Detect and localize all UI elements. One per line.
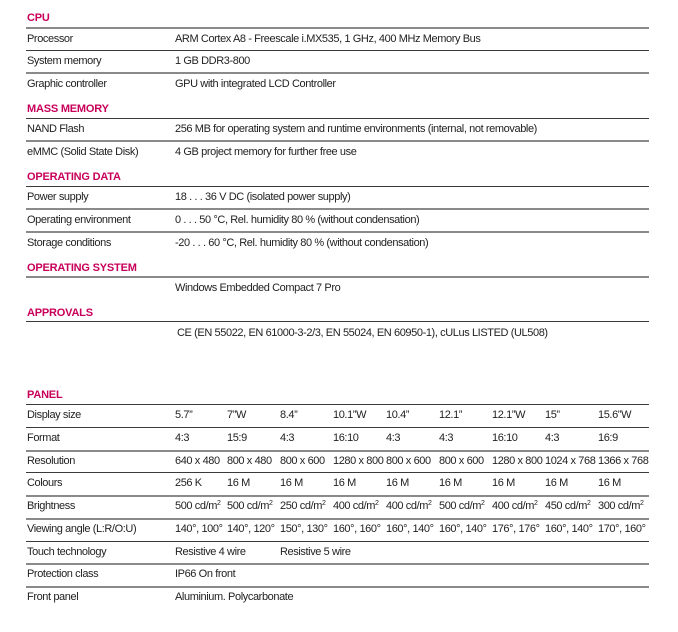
panel-cell: 400 $cd/m^2$ [386, 500, 432, 512]
panel-cell: 16 M [333, 477, 356, 489]
section-title-operating-data: OPERATING DATA [27, 171, 121, 183]
rule [26, 541, 649, 542]
panel-cell: 8.4” [280, 409, 298, 421]
panel-cell: 16 M [492, 477, 515, 489]
rule [26, 27, 649, 29]
panel-row-label: Display size [27, 409, 81, 421]
rule [26, 518, 649, 520]
panel-cell: 400 $cd/m^2$ [333, 500, 379, 512]
rule [26, 208, 649, 210]
panel-cell: 300 $cd/m^2$ [598, 500, 644, 512]
panel-cell: 12.1”W [492, 409, 526, 421]
panel-cell: 800 x 600 [280, 455, 325, 467]
panel-row-label: Touch technology [27, 546, 107, 558]
spec-label-emmc: eMMC (Solid State Disk) [27, 146, 139, 158]
panel-cell: 10.1”W [333, 409, 367, 421]
section-title-operating-system: OPERATING SYSTEM [27, 262, 137, 274]
spec-label-graphic-controller: Graphic controller [27, 78, 107, 90]
panel-row-label: Format [27, 432, 60, 444]
panel-cell: 160°, 160° [333, 523, 381, 535]
panel-cell: 170°, 160° [598, 523, 646, 535]
panel-cell: IP66 On front [175, 568, 236, 580]
rule [26, 472, 649, 473]
panel-cell: 176°, 176° [492, 523, 540, 535]
panel-cell: 256 K [175, 477, 202, 489]
panel-cell: 500 $cd/m^2$ [227, 500, 273, 512]
panel-cell: 10.4” [386, 409, 410, 421]
panel-cell: 800 x 600 [386, 455, 431, 467]
panel-cell: Resistive 4 wire [175, 546, 246, 558]
spec-value-emmc: 4 GB project memory for further free use [175, 146, 357, 158]
panel-cell: 450 $cd/m^2$ [545, 500, 591, 512]
panel-cell: 800 x 600 [439, 455, 484, 467]
panel-cell: 1280 x 800 [492, 455, 543, 467]
panel-cell: 800 x 480 [227, 455, 272, 467]
spec-value-operating-system: Windows Embedded Compact 7 Pro [175, 282, 341, 294]
spec-label-processor: Processor [27, 33, 73, 45]
spec-value-processor: ARM Cortex A8 - Freescale i.MX535, 1 GHz, 400 MHz Memory Bus [175, 33, 481, 45]
panel-cell: Aluminium. Polycarbonate [175, 591, 294, 603]
panel-row-label: Front panel [27, 591, 79, 603]
panel-cell: 150°, 130° [280, 523, 328, 535]
panel-cell: 15.6”W [598, 409, 632, 421]
panel-cell: 1366 x 768 [598, 455, 649, 467]
rule [26, 186, 649, 187]
panel-cell: 1280 x 800 [333, 455, 384, 467]
section-title-cpu: CPU [27, 12, 50, 24]
rule [26, 140, 649, 142]
spec-value-system-memory: 1 GB DDR3-800 [175, 55, 250, 67]
panel-cell: 640 x 480 [175, 455, 220, 467]
panel-cell: 140°, 120° [227, 523, 275, 535]
spec-value-storage-conditions: -20 . . . 60 °C, Rel. humidity 80 % (without condensation) [175, 237, 429, 249]
panel-cell: 4:3 [386, 432, 401, 444]
spec-value-graphic-controller: GPU with integrated LCD Controller [175, 78, 336, 90]
panel-cell: 16:9 [598, 432, 618, 444]
panel-cell: 16 M [545, 477, 568, 489]
rule [26, 118, 649, 119]
section-title-approvals: APPROVALS [27, 307, 93, 319]
panel-cell: 16:10 [333, 432, 359, 444]
panel-cell: 16 M [386, 477, 409, 489]
spec-value-nand-flash: 256 MB for operating system and runtime environments (internal, not removable) [175, 123, 537, 135]
panel-cell: 1024 x 768 [545, 455, 596, 467]
panel-cell: 4:3 [439, 432, 454, 444]
spec-label-nand-flash: NAND Flash [27, 123, 85, 135]
panel-cell: 16 M [280, 477, 303, 489]
panel-cell: 4:3 [545, 432, 560, 444]
section-title-panel: PANEL [27, 389, 63, 401]
panel-cell: 500 $cd/m^2$ [175, 500, 221, 512]
panel-cell: 4:3 [280, 432, 295, 444]
section-title-mass-memory: MASS MEMORY [27, 103, 109, 115]
panel-cell: 5.7” [175, 409, 193, 421]
panel-cell: 16 M [439, 477, 462, 489]
panel-cell: 16:10 [492, 432, 518, 444]
panel-row-label: Resolution [27, 455, 75, 467]
panel-cell: 160°, 140° [386, 523, 434, 535]
panel-cell: 12.1” [439, 409, 463, 421]
rule [26, 495, 649, 497]
panel-cell: 4:3 [175, 432, 190, 444]
spec-label-system-memory: System memory [27, 55, 102, 67]
panel-cell: 7”W [227, 409, 246, 421]
rule [26, 404, 649, 405]
rule [26, 321, 649, 322]
spec-label-operating-environment: Operating environment [27, 214, 131, 226]
panel-cell: 250 $cd/m^2$ [280, 500, 326, 512]
rule [26, 231, 649, 233]
panel-cell: 15” [545, 409, 560, 421]
panel-cell: 160°, 140° [439, 523, 487, 535]
spec-value-power-supply: 18 . . . 36 V DC (isolated power supply) [175, 191, 351, 203]
rule [26, 72, 649, 74]
panel-row-label: Brightness [27, 500, 75, 512]
panel-row-label: Colours [27, 477, 63, 489]
spec-label-storage-conditions: Storage conditions [27, 237, 111, 249]
rule [26, 50, 649, 51]
rule [26, 563, 649, 565]
rule [26, 586, 649, 588]
spec-value-operating-environment: 0 . . . 50 °C, Rel. humidity 80 % (without condensation) [175, 214, 420, 226]
rule [26, 427, 649, 428]
panel-cell: 16 M [227, 477, 250, 489]
panel-row-label: Protection class [27, 568, 99, 580]
panel-cell: 160°, 140° [545, 523, 593, 535]
panel-cell: 16 M [598, 477, 621, 489]
spec-value-approvals: CE (EN 55022, EN 61000-3-2/3, EN 55024, EN 60950-1), cULus LISTED (UL508) [177, 327, 548, 339]
rule [26, 276, 649, 278]
spec-label-power-supply: Power supply [27, 191, 89, 203]
rule [26, 450, 649, 452]
panel-cell: 500 $cd/m^2$ [439, 500, 485, 512]
panel-row-label: Viewing angle (L:R/O:U) [27, 523, 137, 535]
panel-cell: 15:9 [227, 432, 247, 444]
panel-cell: 400 $cd/m^2$ [492, 500, 538, 512]
panel-cell: Resistive 5 wire [280, 546, 351, 558]
panel-cell: 140°, 100° [175, 523, 223, 535]
